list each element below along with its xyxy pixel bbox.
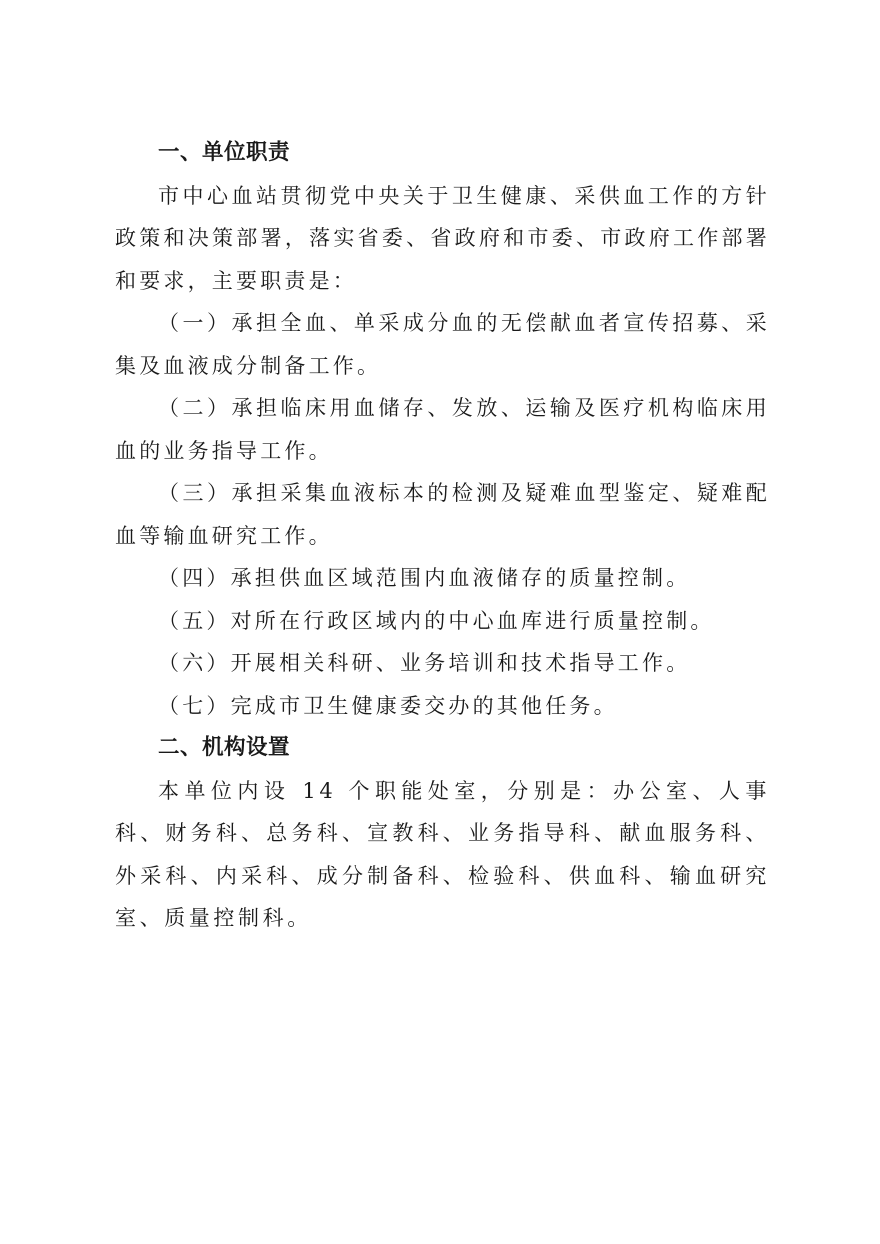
duty-item-4: （四）承担供血区域范围内血液储存的质量控制。 — [158, 566, 691, 590]
section-heading-duties: 一、单位职责 — [158, 140, 291, 165]
duty-item-2: （二）承担临床用血储存、发放、运输及医疗机构临床用血的业务指导工作。 — [115, 396, 770, 463]
duty-item-5: （五）对所在行政区域内的中心血库进行质量控制。 — [158, 608, 715, 633]
duty-item-3: （三）承担采集血液标本的检测及疑难血型鉴定、疑难配血等输血研究工作。 — [115, 481, 770, 548]
document-page — [115, 132, 770, 940]
duty-item-7: （七）完成市卫生健康委交办的其他任务。 — [158, 693, 618, 718]
section-heading-organization: 二、机构设置 — [158, 735, 291, 760]
organization-paragraph: 本单位内设 14 个职能处室，分别是：办公室、人事科、财务科、总务科、宣教科、业务指导科、献血服务科、外采科、内采科、成分制备科、检验科、供血科、输血研究室、质量控制科。 — [115, 778, 770, 930]
duties-intro-paragraph: 市中心血站贯彻党中央关于卫生健康、采供血工作的方针政策和决策部署，落实省委、省政府和市委、市政府工作部署和要求，主要职责是： — [115, 183, 770, 293]
duty-item-1: （一）承担全血、单采成分血的无偿献血者宣传招募、采集及血液成分制备工作。 — [115, 311, 770, 378]
duty-item-6: （六）开展相关科研、业务培训和技术指导工作。 — [158, 651, 691, 675]
